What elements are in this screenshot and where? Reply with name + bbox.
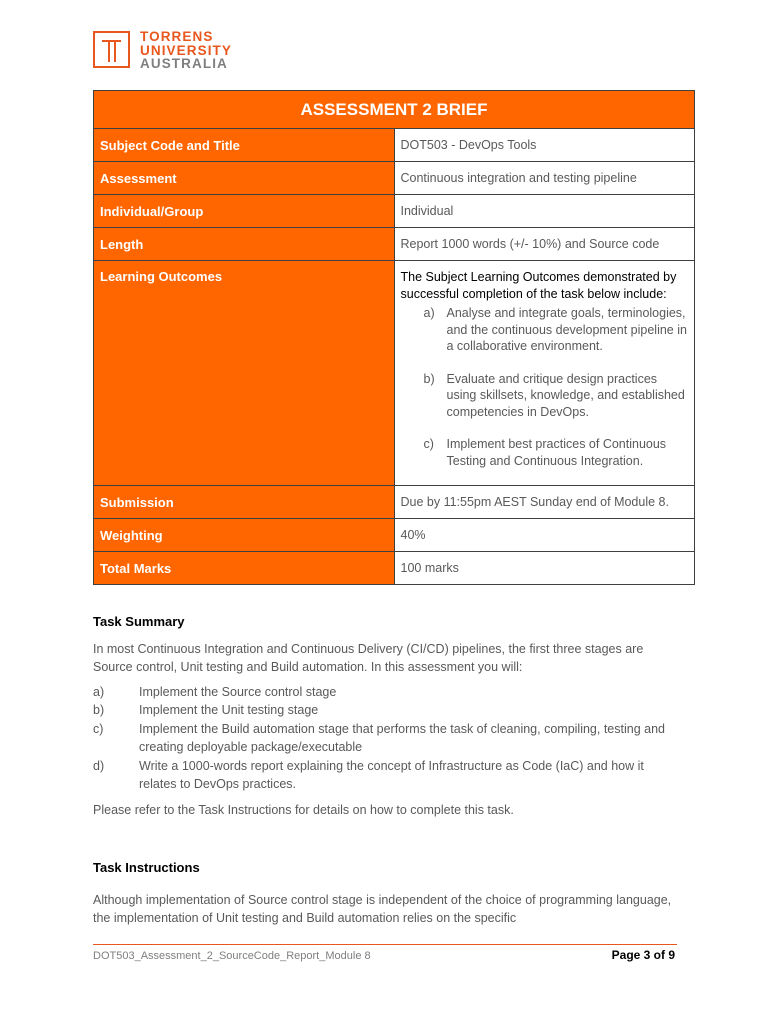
row-value: DOT503 - DevOps Tools [394, 129, 695, 162]
row-label: Individual/Group [94, 195, 395, 228]
logo-wordmark: TORRENS UNIVERSITY AUSTRALIA [140, 29, 233, 71]
list-item: a) Analyse and integrate goals, terminologies, and the continuous development pipeline in a collaborative environment. [423, 306, 687, 353]
row-label: Subject Code and Title [94, 129, 395, 162]
logo-mark-icon [93, 31, 130, 68]
row-value: 100 marks [394, 552, 695, 585]
row-label: Assessment [94, 162, 395, 195]
task-instructions-heading: Task Instructions [93, 860, 200, 875]
task-instructions-section [93, 859, 683, 928]
row-value: Continuous integration and testing pipeline [394, 162, 695, 195]
task-summary-closing: Please refer to the Task Instructions for details on how to complete this task. [93, 802, 514, 817]
brief-title: ASSESSMENT 2 BRIEF [94, 91, 695, 129]
list-item: b) Implement the Unit testing stage [93, 703, 319, 717]
task-summary-section [93, 613, 683, 819]
row-value: Due by 11:55pm AEST Sunday end of Module 8. [394, 486, 695, 519]
learning-outcomes-list [401, 305, 689, 469]
row-value: Report 1000 words (+/- 10%) and Source code [394, 228, 695, 261]
row-value: Individual [394, 195, 695, 228]
list-item: a) Implement the Source control stage [93, 684, 337, 699]
task-instructions-text: Although implementation of Source control stage is independent of the choice of programming language, the implementation of Unit testing and Build automation relies on the specific [93, 892, 672, 925]
task-summary-heading: Task Summary [93, 614, 185, 629]
assessment-brief-table [93, 90, 695, 585]
footer-document-name: DOT503_Assessment_2_SourceCode_Report_Module 8 [93, 950, 371, 962]
list-item: d) Write a 1000-words report explaining the concept of Infrastructure as Code (IaC) and how it relates to DevOps practices. [93, 758, 644, 791]
learning-outcomes-intro: The Subject Learning Outcomes demonstrated by successful completion of the task below include: [400, 270, 677, 301]
learning-outcomes-cell [394, 261, 695, 486]
row-label: Total Marks [94, 552, 395, 585]
list-item: b) Evaluate and critique design practices using skillsets, knowledge, and established competencies in DevOps. [423, 371, 685, 419]
list-item: c) Implement the Build automation stage that performs the task of cleaning, compiling, testing and creating deployable package/executable [93, 721, 665, 754]
task-summary-intro: In most Continuous Integration and Continuous Delivery (CI/CD) pipelines, the first three stages are Source control, Unit testing and Build automation. In this assessment you will: [93, 641, 644, 674]
page-number: Page 3 of 9 [611, 948, 675, 962]
row-value: 40% [394, 519, 695, 552]
list-item: c) Implement best practices of Continuous Testing and Continuous Integration. [423, 437, 667, 468]
row-label: Submission [94, 486, 395, 519]
task-summary-list [93, 683, 683, 794]
footer-divider [93, 944, 677, 945]
learning-outcomes-label: Learning Outcomes [94, 261, 395, 486]
row-label: Weighting [94, 519, 395, 552]
row-label: Length [94, 228, 395, 261]
